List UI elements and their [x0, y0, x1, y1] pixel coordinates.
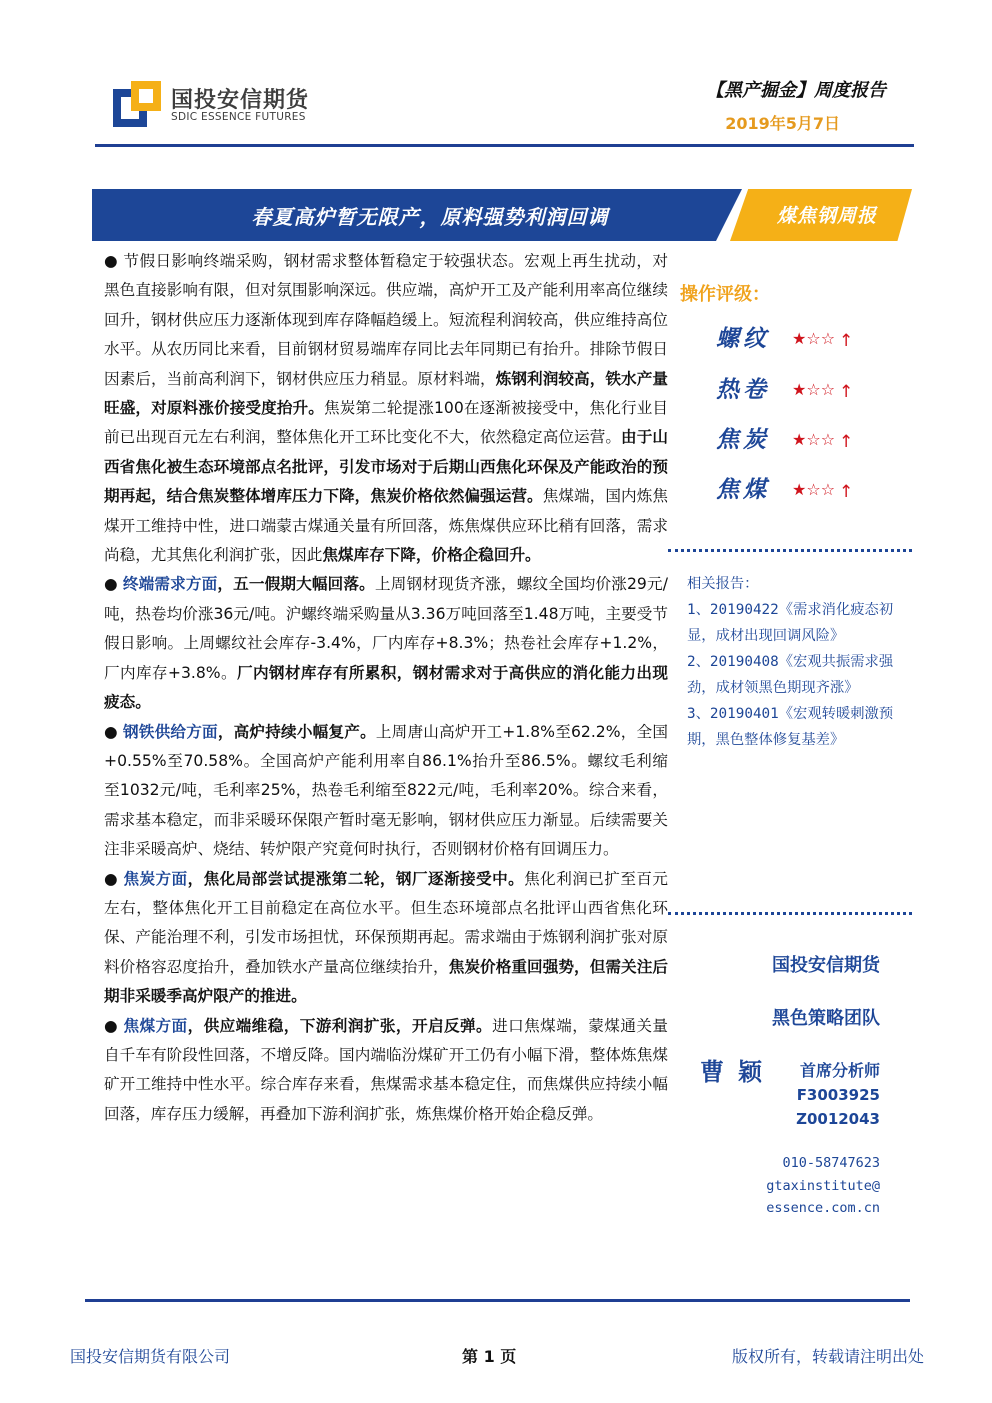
coke-paragraph: ● 焦炭方面，焦化局部尝试提涨第二轮，钢厂逐渐接受中。焦化利润已扩至百元左右，整体焦化开工目前稳定在高位水平。但生态环境部点名批评山西省焦化环保、产能治理不利，引发市场担忧，环保预期再起。需求端由于炼钢利润扩张对原料价格容忍度抬升，叠加铁水产量高位继续抬升，焦炭价格重回强势，但需关注后期非采暖季高炉限产的推进。	[104, 869, 668, 1006]
license-number: Z0012043	[796, 1110, 880, 1128]
report-date: 2019年5月7日	[725, 114, 840, 133]
rating-name: 焦炭	[716, 426, 770, 453]
arrow-up-icon: ↑	[839, 382, 854, 402]
section-heading-supply: 钢铁供给方面	[123, 722, 218, 741]
demand-paragraph: ● 终端需求方面，五一假期大幅回落。上周钢材现货齐涨，螺纹全国均价涨29元/吨，热卷均价涨36元/吨。沪螺终端采购量从3.36万吨回落至1.48万吨，主要受节假日影响。上周螺纹社会库存-3.4%，厂内库存+8.3%；热卷社会库存+1.2%，厂内库存+3.8%。厂内钢材库存有所累积，钢材需求对于高供应的消化能力出现疲态。	[104, 575, 668, 712]
title-banner	[92, 189, 912, 241]
rating-row-coking-coal	[716, 471, 853, 511]
related-reports-title: 相关报告：	[687, 576, 759, 592]
coking-coal-paragraph: ● 焦煤方面，供应端维稳，下游利润扩张，开启反弹。进口焦煤端，蒙煤通关量自千车有阶段性回落，不增反降。国内端临汾煤矿开工仍有小幅下滑，整体炼焦煤矿开工维持中性水平。综合库存来看，焦煤需求基本稳定住，而焦煤供应持续小幅回落，库存压力缓解，再叠加下游利润扩张，炼焦煤价格开始企稳反弹。	[104, 1016, 668, 1123]
sidebar-divider	[668, 549, 912, 552]
footer-copyright: 版权所有，转载请注明出处	[731, 1347, 924, 1366]
analyst-company: 国投安信期货	[772, 955, 880, 976]
company-logo	[113, 81, 328, 131]
rating-stars: ★☆☆	[792, 329, 836, 348]
page-number: 第 1 页	[462, 1347, 517, 1366]
supply-paragraph: ● 钢铁供给方面，高炉持续小幅复产。上周唐山高炉开工+1.8%至62.2%，全国+0.55%至70.58%。全国高炉产能利用率自86.1%抬升至86.5%。螺纹毛利缩至1032元/吨，毛利率25%，热卷毛利缩至822元/吨，毛利率20%。综合来看，需求基本稳定，而非采暖环保限产暂时毫无影响，钢材供应压力渐显。后续需要关注非采暖高炉、烧结、转炉限产究竟何时执行，否则钢材价格有回调压力。	[104, 722, 668, 859]
report-type-tag: 【黑产掘金】周度报告	[706, 80, 886, 101]
rating-stars: ★☆☆	[792, 380, 836, 399]
report-title: 春夏高炉暂无限产，原料强势利润回调	[251, 205, 609, 229]
analyst-team: 黑色策略团队	[772, 1008, 880, 1029]
related-report-link[interactable]: 3、20190401《宏观转暖刺激预期，黑色整体修复基差》	[687, 706, 894, 748]
contact-email-line[interactable]: essence.com.cn	[766, 1200, 880, 1216]
contact-email-line[interactable]: gtaxinstitute@	[766, 1178, 880, 1194]
sidebar-divider	[668, 912, 912, 915]
summary-paragraph: ● 节假日影响终端采购，钢材需求整体暂稳定于较强状态。宏观上再生扰动，对黑色直接影响有限，但对氛围影响深远。供应端，高炉开工及产能利用率高位继续回升，钢材供应压力逐渐体现到库存降幅趋缓上。短流程利润较高，供应维持高位水平。从农历同比来看，目前钢材贸易端库存同比去年同期已有抬升。排除节假日因素后，当前高利润下，钢材供应压力稍显。原材料端，炼钢利润较高，铁水产量旺盛，对原料涨价接受度抬升。焦炭第二轮提涨100在逐渐被接受中，焦化行业目前已出现百元左右利润，整体焦化开工环比变化不大，依然稳定高位运营。由于山西省焦化被生态环境部点名批评，引发市场对于后期山西焦化环保及产能政治的预期再起，结合焦炭整体增库压力下降，焦炭价格依然偏强运营。焦煤端，国内炼焦煤开工维持中性，进口端蒙古煤通关量有所回落，炼焦煤供应环比稍有回落，需求尚稳，尤其焦化利润扩张，因此焦煤库存下降，价格企稳回升。	[104, 252, 668, 565]
license-number: F3003925	[796, 1086, 880, 1104]
rating-name: 焦煤	[716, 476, 770, 503]
section-heading-coke: 焦炭方面	[123, 869, 188, 888]
rating-row-rebar	[716, 320, 853, 360]
section-heading-coking-coal: 焦煤方面	[123, 1016, 188, 1035]
rating-name: 热卷	[716, 376, 770, 403]
logo-english-name: SDIC ESSENCE FUTURES	[171, 111, 306, 123]
contact-phone: 010-58747623	[782, 1155, 880, 1171]
arrow-up-icon: ↑	[839, 482, 854, 502]
section-heading-demand: 终端需求方面	[122, 575, 218, 594]
related-reports	[687, 571, 902, 753]
footer-divider	[85, 1299, 910, 1302]
rating-title: 操作评级：	[680, 284, 770, 305]
report-series: 煤焦钢周报	[776, 205, 877, 227]
main-content	[104, 247, 668, 1129]
rating-row-coke	[716, 421, 853, 461]
header-divider	[95, 144, 914, 147]
analyst-title: 首席分析师	[799, 1061, 880, 1080]
related-report-link[interactable]: 1、20190422《需求消化疲态初显，成材出现回调风险》	[687, 602, 894, 644]
rating-row-hot-coil	[716, 371, 853, 411]
rating-name: 螺纹	[716, 325, 770, 352]
rating-stars: ★☆☆	[792, 430, 836, 449]
analyst-name: 曹颖	[700, 1057, 776, 1086]
logo-chinese-name: 国投安信期货	[171, 88, 310, 113]
rating-stars: ★☆☆	[792, 480, 836, 499]
logo-mark-icon	[113, 81, 161, 127]
arrow-up-icon: ↑	[839, 331, 854, 351]
footer-company: 国投安信期货有限公司	[70, 1347, 231, 1366]
arrow-up-icon: ↑	[839, 432, 854, 452]
related-report-link[interactable]: 2、20190408《宏观共振需求强劲，成材领黑色期现齐涨》	[687, 654, 894, 696]
